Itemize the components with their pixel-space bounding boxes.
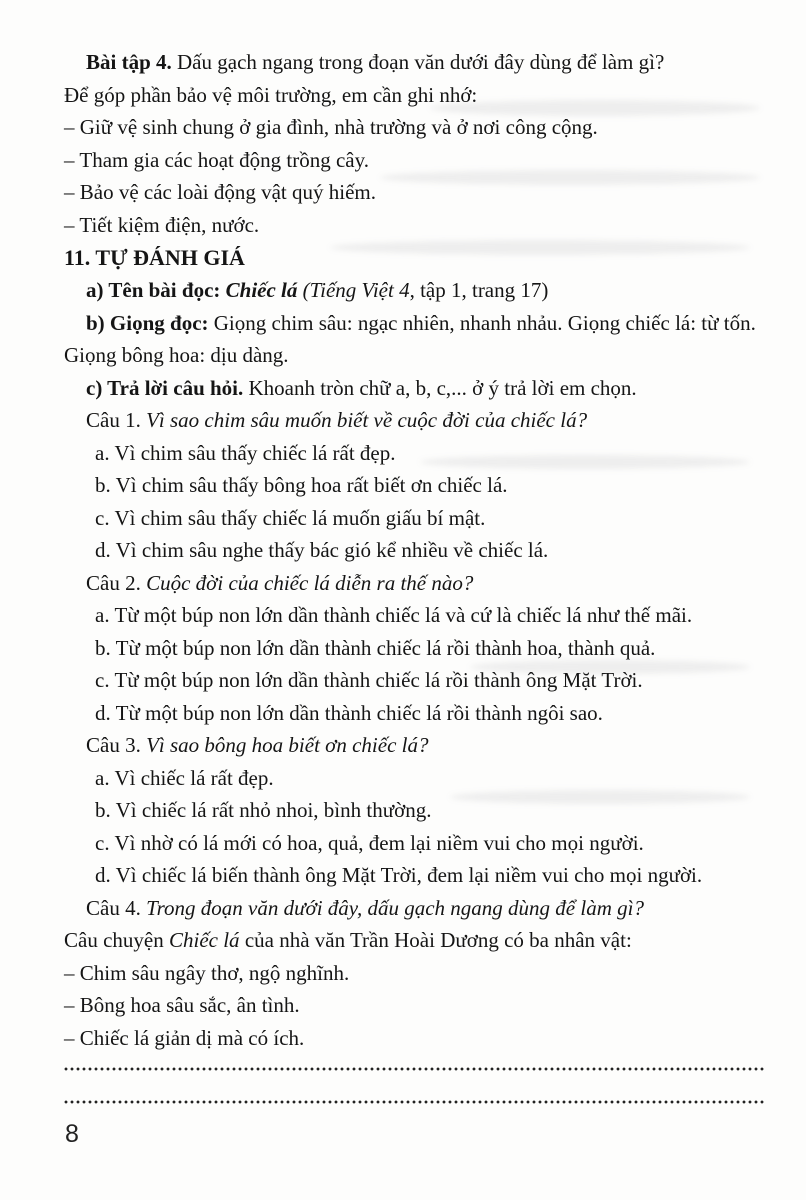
passage-intro (64, 924, 764, 957)
question-text: Cuộc đời của chiếc lá diễn ra thế nào? (146, 570, 474, 595)
reading-title: Chiếc lá (225, 278, 298, 302)
question-label: Câu 1. (86, 408, 141, 432)
option-item: d. Vì chiếc lá biến thành ông Mặt Trời, đem lại niềm vui cho mọi người. (95, 863, 703, 887)
list-item: – Giữ vệ sinh chung ở gia đình, nhà trường và ở nơi công cộng. (64, 115, 598, 139)
exercise4-intro: Để góp phần bảo vệ môi trường, em cần ghi nhớ: (64, 82, 478, 107)
question-text: Trong đoạn văn dưới đây, dấu gạch ngang dùng để làm gì? (146, 895, 644, 920)
passage-list-item: – Chiếc lá giản dị mà có ích. (64, 1025, 305, 1050)
option-item: d. Từ một búp non lớn dần thành chiếc lá rồi thành ngôi sao. (95, 700, 603, 725)
option-item: a. Vì chiếc lá rất đẹp. (95, 765, 274, 790)
assessment-item-a (64, 274, 764, 307)
option-item: c. Vì chim sâu thấy chiếc lá muốn giấu bí mật. (95, 505, 486, 530)
option-item: b. Từ một búp non lớn dần thành chiếc lá rồi thành hoa, thành quả. (95, 635, 656, 660)
passage-intro-pre: Câu chuyện (64, 928, 169, 952)
option-item: a. Từ một búp non lớn dần thành chiếc lá và cứ là chiếc lá như thế mãi. (95, 603, 693, 627)
question-text: Vì sao chim sâu muốn biết về cuộc đời của chiếc lá? (146, 408, 588, 432)
question-line (64, 567, 764, 600)
passage-story-title: Chiếc lá (168, 928, 240, 952)
question-line (64, 892, 764, 925)
option-item: c. Từ một búp non lớn dần thành chiếc lá rồi thành ông Mặt Trời. (95, 668, 643, 692)
option-item: b. Vì chiếc lá rất nhỏ nhoi, bình thường. (95, 798, 432, 822)
option-item: c. Vì nhờ có lá mới có hoa, quả, đem lại niềm vui cho mọi người. (95, 830, 644, 855)
passage-intro-post: của nhà văn Trần Hoài Dương có ba nhân vật: (239, 928, 632, 952)
assessment-item-b (64, 307, 764, 340)
item-b-text: Giọng chim sâu: ngạc nhiên, nhanh nhảu. Giọng chiếc lá: từ tốn. (213, 310, 756, 335)
question-line (64, 404, 764, 437)
passage-list-item: – Bông hoa sâu sắc, ân tình. (64, 993, 300, 1017)
list-item: – Bảo vệ các loài động vật quý hiếm. (64, 180, 376, 204)
question-label: Câu 2. (86, 570, 141, 595)
exercise4-question: Dấu gạch ngang trong đoạn văn dưới đây dùng để làm gì? (177, 50, 665, 74)
item-a-label: a) Tên bài đọc: (86, 278, 221, 302)
item-b-label: b) Giọng đọc: (86, 310, 209, 335)
question-label: Câu 4. (86, 895, 141, 920)
question-line (64, 729, 764, 762)
answer-dotted-line (64, 1100, 764, 1104)
exercise4-heading-line (64, 46, 764, 79)
item-c-text: Khoanh tròn chữ a, b, c,... ở ý trả lời em chọn. (248, 375, 637, 400)
option-item: d. Vì chim sâu nghe thấy bác gió kể nhiều về chiếc lá. (95, 538, 549, 562)
option-item: a. Vì chim sâu thấy chiếc lá rất đẹp. (95, 440, 396, 465)
assessment-item-c (64, 372, 764, 405)
section-heading: 11. TỰ ĐÁNH GIÁ (64, 245, 245, 270)
answer-dotted-line (64, 1067, 764, 1071)
list-item: – Tiết kiệm điện, nước. (64, 212, 260, 237)
source-title: (Tiếng Việt 4 (302, 278, 410, 302)
assessment-item-b-cont: Giọng bông hoa: dịu dàng. (64, 343, 289, 367)
exercise4-label: Bài tập 4. (86, 50, 172, 74)
option-item: b. Vì chim sâu thấy bông hoa rất biết ơn chiếc lá. (95, 473, 508, 497)
item-c-label: c) Trả lời câu hỏi. (86, 375, 244, 400)
source-detail: , tập 1, trang 17) (409, 278, 549, 302)
list-item: – Tham gia các hoạt động trồng cây. (64, 147, 369, 172)
question-label: Câu 3. (86, 733, 141, 757)
page-number: 8 (65, 1120, 79, 1148)
question-text: Vì sao bông hoa biết ơn chiếc lá? (146, 733, 429, 757)
passage-list-item: – Chim sâu ngây thơ, ngộ nghĩnh. (64, 960, 350, 985)
